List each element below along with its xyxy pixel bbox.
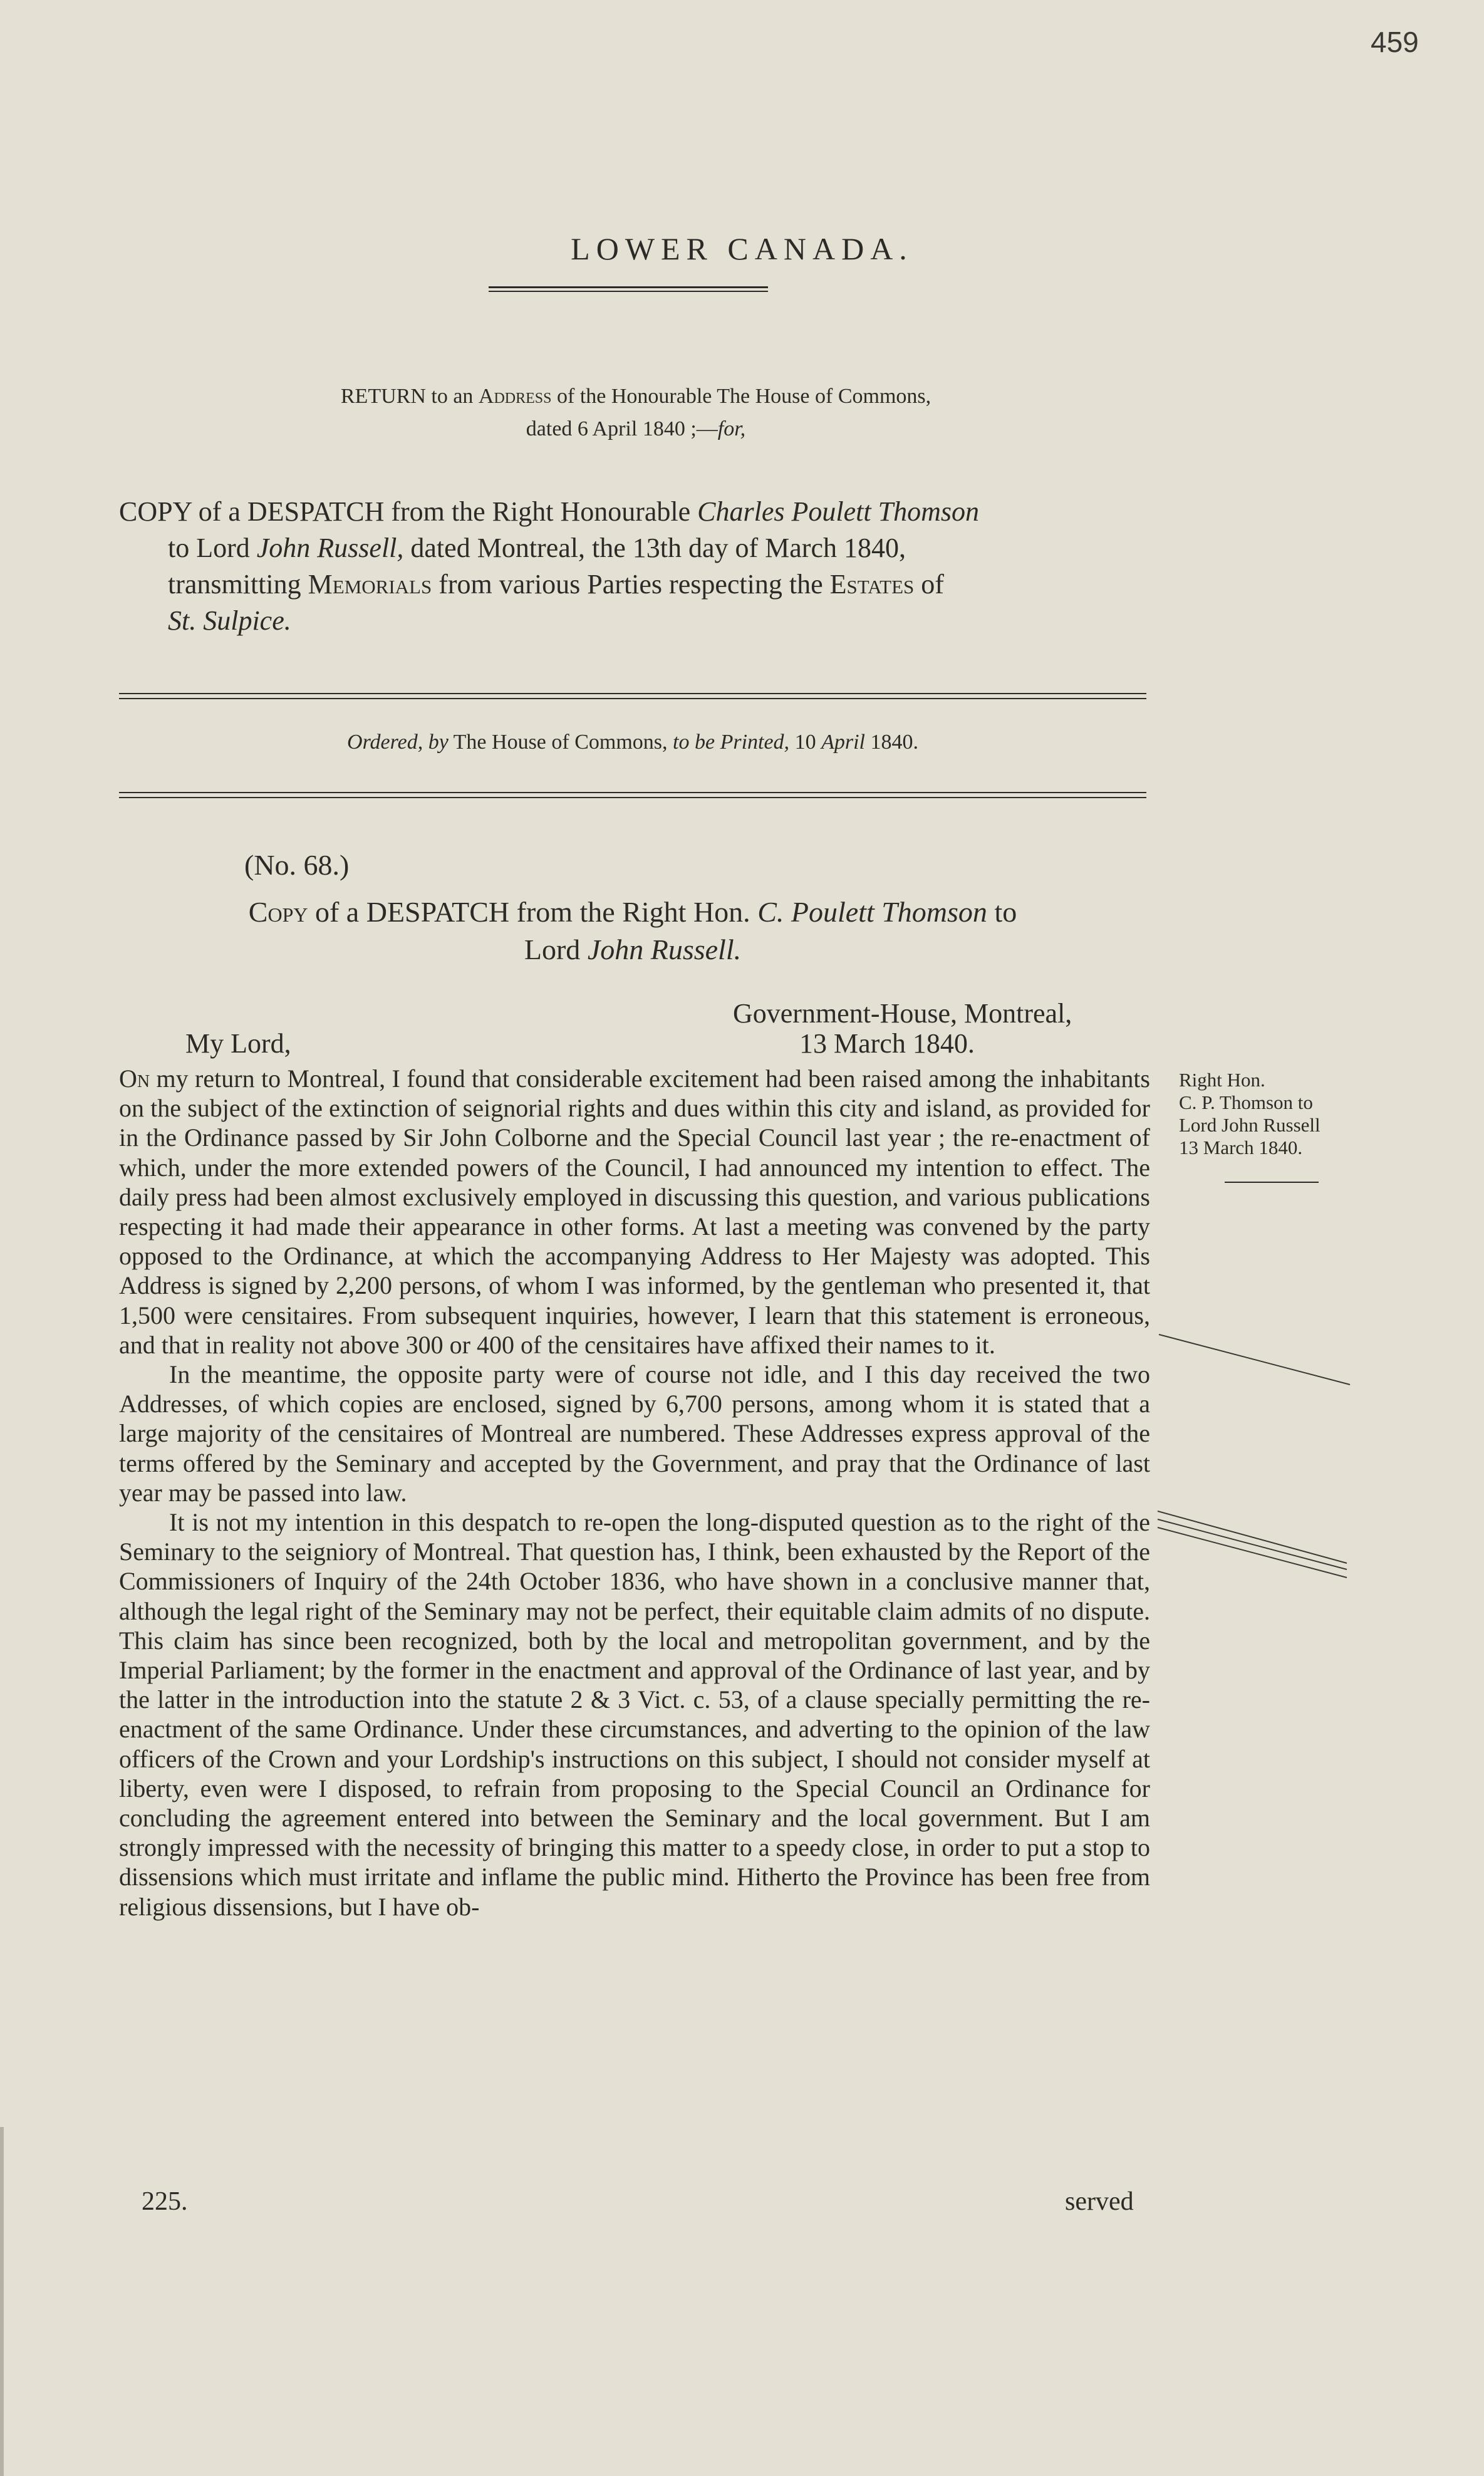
- copy-word: Copy: [248, 896, 308, 928]
- copy-title-text2a: to Lord: [168, 533, 257, 563]
- pointer-line-enclosure-a: [1158, 1511, 1347, 1563]
- margin-note-line2: C. P. Thomson to: [1179, 1091, 1313, 1113]
- copy-title-text3a: transmitting: [168, 569, 308, 600]
- margin-note-line1: Right Hon.: [1179, 1069, 1265, 1091]
- return-prefix: RETURN to an: [340, 385, 479, 408]
- catchword: served: [1065, 2187, 1134, 2216]
- ordered-printed: to be Printed,: [673, 731, 790, 754]
- copy-title-text3b: from various Parties respecting the: [432, 569, 830, 600]
- letter-date: 13 March 1840.: [799, 1028, 975, 1059]
- memorials-word: Memorials: [308, 569, 432, 600]
- margin-note-line3: Lord John Russell: [1179, 1114, 1321, 1136]
- return-for: for,: [717, 417, 746, 440]
- estates-name: St. Sulpice.: [168, 605, 291, 636]
- binding-edge: [0, 2127, 4, 2476]
- return-address-word: Address: [478, 385, 552, 408]
- pointer-line-enclosure-c: [1158, 1527, 1347, 1578]
- despatch-heading-text3: Lord: [524, 934, 588, 965]
- pointer-line-enclosure-b: [1158, 1519, 1347, 1569]
- copy-title-text1: COPY of a DESPATCH from the Right Honourable: [119, 496, 698, 527]
- document-heading: LOWER CANADA.: [571, 231, 913, 266]
- paragraph-2: In the meantime, the opposite party were of course not idle, and I this day received the two Addresses, of which copies are enclosed, signed by 6,700 persons, among whom it is stated that a large majority of the censitaires of Montreal are numbered. These Addresses express approval of the terms offered by the Seminary and accepted by the Government, and pray that the Ordinance of last year may be passed into law.: [119, 1360, 1150, 1507]
- return-suffix: of the Honourable The House of Commons,: [551, 385, 931, 408]
- despatch-recipient: John Russell.: [587, 934, 742, 965]
- return-dated: dated 6 April 1840 ;—: [526, 417, 718, 440]
- signature-mark: 225.: [142, 2187, 188, 2216]
- despatch-number: (No. 68.): [244, 849, 350, 881]
- letter-location: Government-House, Montreal,: [733, 998, 1072, 1029]
- despatch-heading-text2: to: [987, 896, 1017, 928]
- ordered-year: 1840.: [864, 731, 918, 754]
- ordered-house: The House of Commons,: [448, 731, 673, 754]
- ordered-by: Ordered, by: [347, 731, 449, 754]
- salutation: My Lord,: [185, 1028, 291, 1059]
- despatch-heading-text1: of a DESPATCH from the Right Hon.: [308, 896, 758, 928]
- page-number: 459: [1371, 26, 1419, 58]
- ordered-month: April: [821, 731, 865, 754]
- paragraph-1-text: my return to Montreal, I found that considerable excitement had been raised among the inhabitants on the subject of the extinction of seignorial rights and dues within this city and island, as provided for in the Ordinance passed by Sir John Colborne and the Special Council last year ; the re-enactment of which, under the more extended powers of the Council, I had announced my intention to effect. The daily press had been almost exclusively employed in discussing this question, and various publications respecting it had made their appearance in other forms. At last a meeting was convened by the party opposed to the Ordinance, at which the accompanying Address to Her Majesty was adopted. This Address is signed by 2,200 persons, of whom I was informed, by the gentleman who presented it, that 1,500 were censitaires. From subsequent inquiries, however, I learn that this statement is erroneous, and that in reality not above 300 or 400 of the censitaires have affixed their names to it.: [119, 1064, 1150, 1359]
- pointer-line-address: [1159, 1334, 1350, 1385]
- despatch-sender: C. Poulett Thomson: [757, 896, 987, 928]
- estates-word: Estates: [829, 569, 915, 600]
- copy-title-text2b: dated Montreal, the 13th day of March 1840,: [403, 533, 906, 563]
- recipient-name: John Russell,: [256, 533, 404, 563]
- paragraph-3: It is not my intention in this despatch to re-open the long-disputed question as to the right of the Seminary to the seigniory of Montreal. That question has, I think, been exhausted by the Report of the Commissioners of Inquiry of the 24th October 1836, who have shown in a conclusive manner that, although the legal right of the Seminary may not be perfect, their equitable claim admits of no dispute. This claim has since been recognized, both by the local and metropolitan government, and by the Imperial Parliament; by the former in the enactment and approval of the Ordinance of last year, and by the latter in the introduction into the statute 2 & 3 Vict. c. 53, of a clause specially permitting the re-enactment of the same Ordinance. Under these circumstances, and adverting to the opinion of the law officers of the Crown and your Lordship's instructions on this subject, I should not consider myself at liberty, even were I disposed, to refrain from proposing to the Special Council an Ordinance for concluding the agreement entered into between the Seminary and the local government. But I am strongly impressed with the necessity of bringing this matter to a speedy close, in order to put a stop to dissensions which must irritate and inflame the public mind. Hitherto the Province has been free from religious dissensions, but I have ob-: [119, 1508, 1150, 1921]
- ordered-day: 10: [789, 731, 822, 754]
- sender-name: Charles Poulett Thomson: [697, 496, 979, 527]
- margin-note-line4: 13 March 1840.: [1179, 1137, 1303, 1158]
- paragraph-1-lead: On: [119, 1064, 150, 1093]
- copy-title-text3c: of: [914, 569, 944, 600]
